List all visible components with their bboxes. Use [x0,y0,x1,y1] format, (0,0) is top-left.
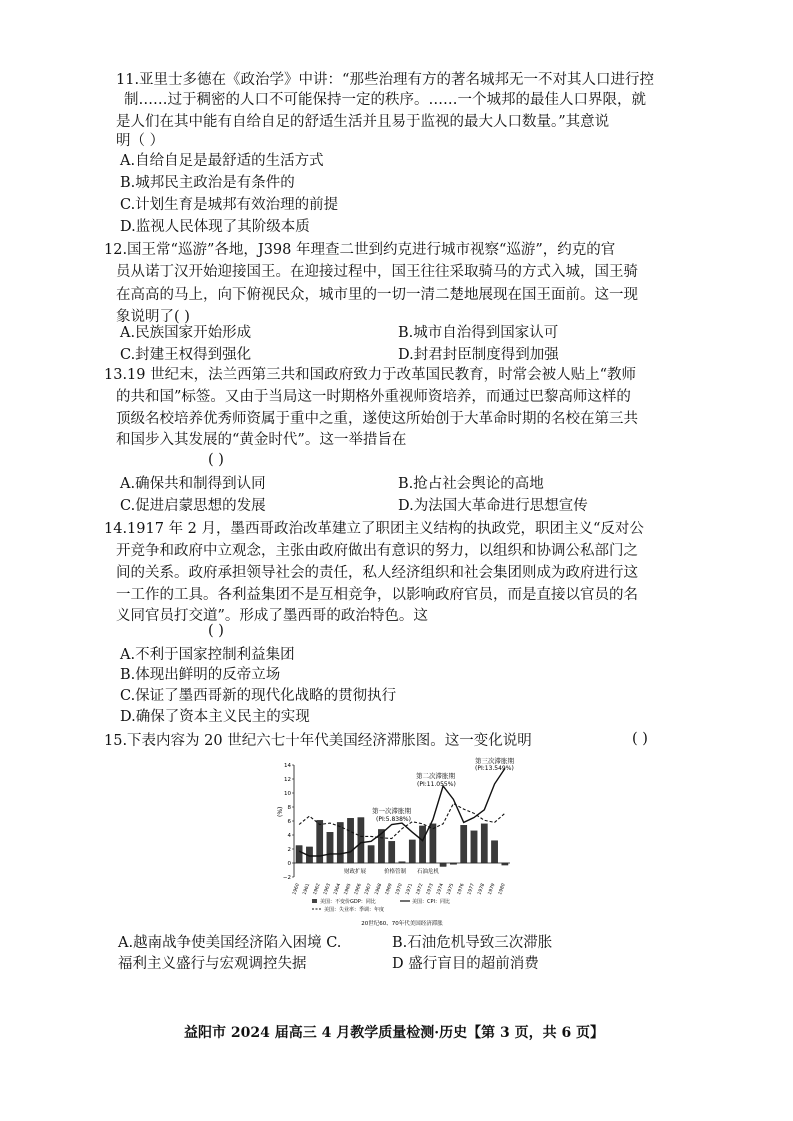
q11-option-a: A.自给自足是最舒适的生活方式 [120,153,324,169]
gdp-bar [450,863,456,864]
q14-stem-line3: 间的关系。政府承担领导社会的责任，私人经济组织和社会集团则成为政府进行这 [116,565,638,581]
q14-option-a: A.不利于国家控制利益集团 [120,647,295,663]
y-tick-label: 14 [284,763,291,769]
q12-option-b: B.城市自治得到国家认可 [398,325,559,341]
chart-legend [312,898,450,913]
gdp-bar [481,824,487,863]
y-tick-label: −2 [282,875,291,881]
q11-stem-line3: 是人们在其中能有自给自足的舒适生活并且易于监视的最大人口数量。”其意说 [116,114,610,130]
x-tick-label: 1971 [405,882,415,896]
gdp-bar [337,822,343,863]
x-tick-label: 1979 [487,882,497,896]
legend-cpi: 美国：CPI：同比 [412,899,450,905]
q12-option-d: D.封君封臣制度得到加强 [398,347,559,363]
q13-option-b: B.抢占社会舆论的高地 [398,476,544,492]
y-tick-label: 10 [284,791,291,797]
y-tick-label: 12 [284,777,291,783]
chart-bars [296,818,508,867]
x-tick-label: 1969 [384,882,394,896]
gdp-bar [399,862,405,863]
x-tick-label: 1961 [302,882,312,896]
third-stagflation-pi: (PI:13.549%) [475,765,514,772]
q14-answer-paren: ( ) [208,623,224,639]
q13-option-a: A.确保共和制得到认同 [120,476,266,492]
gdp-bar [491,841,497,863]
q11-stem-line4: 明（ ） [116,133,165,149]
policy-label-price-control: 价格管制 [384,869,407,875]
x-tick-label: 1976 [456,882,466,896]
gdp-bar [296,846,302,864]
first-stagflation-label: 第一次滞胀期 [372,807,411,815]
q12-option-a: A.民族国家开始形成 [120,325,252,341]
y-tick-label: 6 [287,819,291,825]
x-tick-label: 1965 [343,882,353,896]
q15-stem-line1: 15.下表内容为 20 世纪六七十年代美国经济滞胀图。这一变化说明 [104,733,532,749]
gdp-bar [471,831,477,863]
q15-option-b: B.石油危机导致三次滞胀 [392,935,553,951]
x-tick-label: 1970 [395,882,404,896]
q15-option-a: A.越南战争使美国经济陷入困境 C. [118,935,342,951]
x-tick-label: 1973 [426,882,435,896]
gdp-bar [430,824,436,863]
gdp-bar [502,863,508,865]
x-tick-label: 1974 [436,882,446,896]
y-tick-label: 8 [287,805,291,811]
q14-option-c: C.保证了墨西哥新的现代化战略的贯彻执行 [120,688,397,704]
policy-label-fiscal: 财政扩展 [344,869,367,875]
page-footer: 益阳市 2024 届高三 4 月教学质量检测·历史【第 3 页，共 6 页】 [184,1025,605,1041]
q13-stem-line2: 的共和国”标签。又由于当局这一时期格外重视师资培养，而通过巴黎高师这样的 [116,389,631,405]
gdp-bar [327,832,333,863]
q13-stem-line1: 13.19 世纪末，法兰西第三共和国政府致力于改革国民教育，时常会被人贴上“教师 [104,367,637,383]
q14-option-d: D.确保了资本主义民主的实现 [120,709,310,725]
q15-option-c: 福利主义盛行与宏观调控失据 [118,956,307,972]
q12-stem-line4: 象说明了( ) [116,309,190,325]
x-tick-label: 1972 [415,882,425,896]
third-stagflation-label: 第三次滞胀期 [475,757,514,765]
q14-stem-line5: 义同官员打交道”。形成了墨西哥的政治特色。这 [116,608,428,624]
legend-unemployment: 美国：失业率：季调：年度 [324,907,385,913]
x-tick-label: 1977 [467,882,476,896]
y-tick-label: 0 [287,861,291,867]
x-tick-label: 1968 [374,882,384,896]
stagflation-chart [272,757,522,932]
legend-gdp: 美国：不变价GDP：同比 [320,899,376,905]
q14-stem-line2: 开竞争和政府中立观念，主张由政府做出有意识的努力，以组织和协调公私部门之 [116,543,638,559]
x-tick-label: 1960 [292,882,302,896]
q12-stem-line1: 12.国王常“巡游”各地，J398 年理查二世到约克进行城市视察“巡游”，约克的官 [104,242,616,258]
y-tick-label: 2 [287,847,291,853]
q11-stem-line2: 制……过于稠密的人口不可能保持一定的秩序。……一个城邦的最佳人口界限，就 [124,92,646,108]
y-tick-label: 4 [287,833,291,839]
q13-stem-line3: 顶级名校培养优秀师资属于重中之重，遂使这所始创于大革命时期的名校在第三共 [116,411,638,427]
q11-option-b: B.城邦民主政治是有条件的 [120,175,295,191]
x-tick-label: 1978 [477,882,487,896]
gdp-bar [440,863,446,867]
x-tick-label: 1975 [446,882,456,896]
gdp-bar [347,818,353,863]
x-tick-label: 1964 [333,882,343,896]
x-tick-label: 1962 [312,882,322,896]
q13-option-c: C.促进启蒙思想的发展 [120,498,266,514]
q11-stem-line1: 11.亚里士多德在《政治学》中讲：“那些治理有方的著名城邦无一不对其人口进行控 [116,72,654,88]
q15-answer-paren: ( ) [632,731,648,747]
gdp-bar [389,841,395,863]
q13-option-d: D.为法国大革命进行思想宣传 [398,498,588,514]
gdp-bar [461,825,467,863]
gdp-bar [409,840,415,863]
q14-stem-line4: 一工作的工具。各利益集团不是互相竞争，以影响政府官员，而是直接以官员的名 [116,587,638,603]
q11-option-d: D.监视人民体现了其阶级本质 [120,219,310,235]
x-tick-label: 1967 [364,882,374,896]
q13-answer-paren: ( ) [208,452,224,468]
q13-stem-line4: 和国步入其发展的“黄金时代”。这一举措旨在 [116,432,407,448]
q14-stem-line1: 14.1917 年 2 月，墨西哥政治改革建立了职团主义结构的执政党，职团主义“反对公 [104,521,644,537]
y-axis-label: (%) [277,806,284,817]
policy-label-oil-crisis: 石油危机 [417,869,440,875]
gdp-bar [368,846,374,864]
x-tick-label: 1963 [323,882,332,896]
q11-option-c: C.计划生育是城邦有效治理的前提 [120,197,339,213]
q14-option-b: B.体现出鲜明的反帝立场 [120,667,281,683]
first-stagflation-pi: (PI:5.838%) [376,816,411,823]
q15-option-d: D 盛行盲目的超前消费 [392,956,539,972]
x-tick-label: 1966 [354,882,363,896]
chart-caption: 20世纪60、70年代美国经济滞胀 [361,921,443,927]
legend-bar-swatch [312,899,317,903]
q12-stem-line2: 员从诺丁汉开始迎接国王。在迎接过程中，国王往往采取骑马的方式入城，国王骑 [116,264,638,280]
q12-option-c: C.封建王权得到强化 [120,347,252,363]
second-stagflation-pi: (PI:11.055%) [417,781,456,788]
second-stagflation-label: 第二次滞胀期 [416,772,455,780]
x-tick-label: 1980 [498,882,507,896]
q12-stem-line3: 在高高的马上，向下俯视民众，城市里的一切一清二楚地展现在国王面前。这一现 [116,287,638,303]
gdp-bar [419,826,425,863]
gdp-bar [358,818,364,864]
